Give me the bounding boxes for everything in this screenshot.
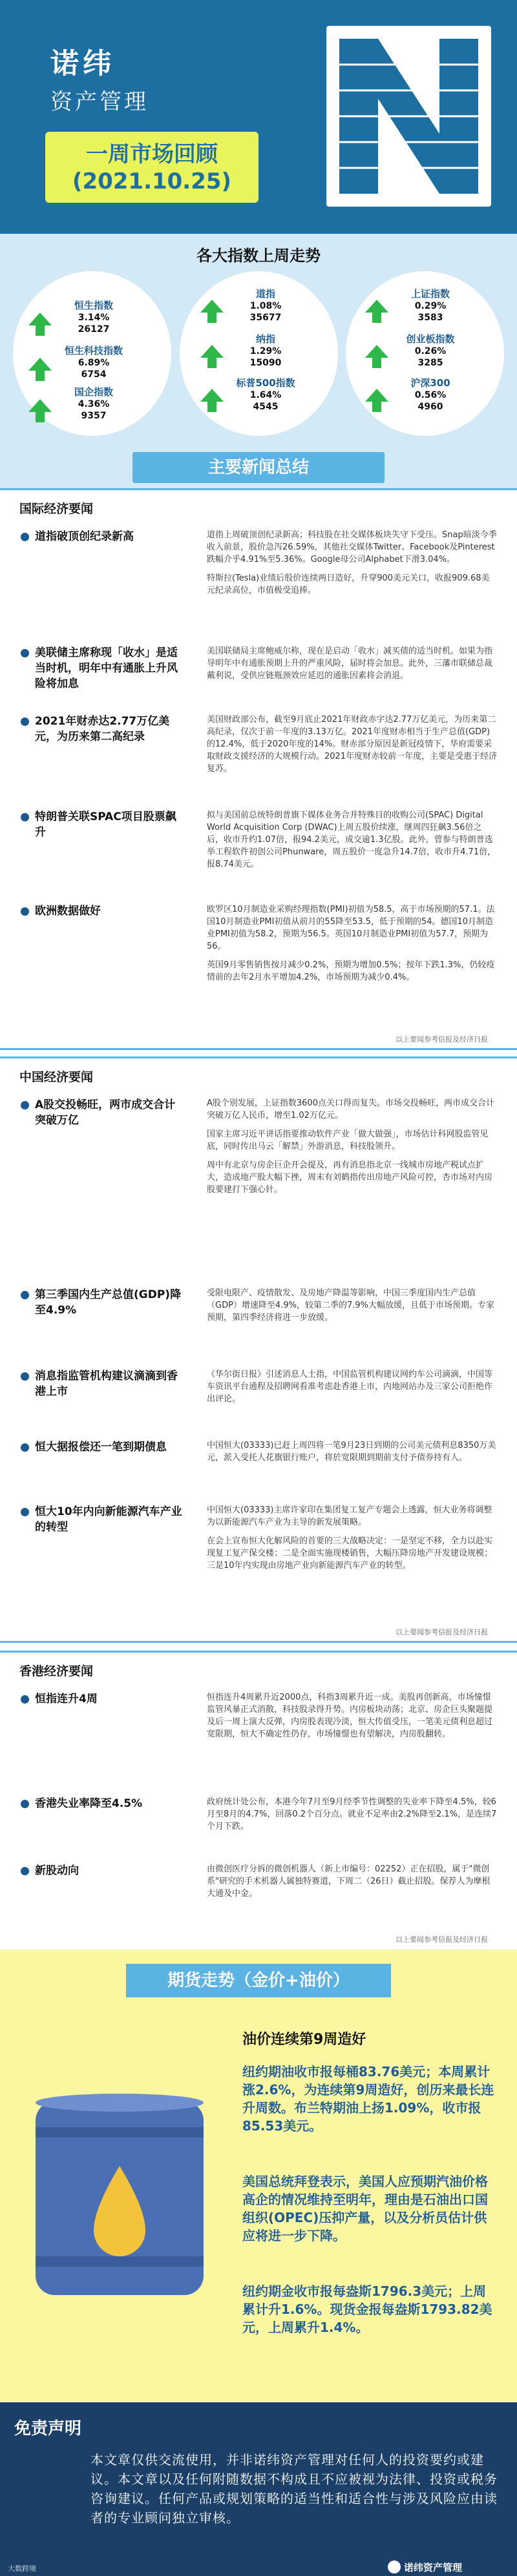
bullet-icon: [21, 533, 29, 541]
brand-subtitle: 资产管理: [50, 89, 149, 115]
news-banner: [0, 447, 517, 488]
oil-price-paragraph: 纽约期油收市报每桶83.76美元；本周累计涨2.6%，为连续第9周造好，创历来最长连升周数。布兰特期油上扬1.09%，收市报85.53美元。: [242, 2064, 494, 2134]
news-banner-label: 主要新闻总结: [132, 452, 385, 483]
index-item: 沪深300 0.56% 4960: [410, 377, 450, 412]
up-arrow-icon: [364, 298, 390, 324]
futures-section: [0, 1950, 517, 2402]
bullet-icon: [21, 1867, 29, 1875]
bullet-icon: [21, 907, 29, 916]
hongkong-news: 香港经济要闻 恒指连升4周 恒指连升4周累升近2000点，科指3周累升近一成。美股再创新高，市场憧憬监管风暴正式消散，科技股录得升势。内房板块动荡；北京、房企巨头聚题提及后一周上演大反弹，内房股表现冷淡，恒大传值受压，一笔美元债利息超过宽限期，恒大不确定性仍存，市场憧憬也有望解决，内房股翻转。 香港失业率降至4.5% 政府统计处公布，本港今年7月至9月经季节性调整的失业率下降至4.5%，较6月至8月的4.7%，回落0.2个百分点。就业不足率由2.2%降至2.1%，是连续7个月下跌。 新股动向 由微创医疗分拆的微创机器人（新上市编号：02252）正在招股，属于"微创系"研究的手术机器人属独特赛道，下周二（26日）截止招股。保荐人为摩根大通及中金。 以上要闻参考信报及经济日报: [0, 1651, 517, 1950]
oil-barrel-icon: [23, 2088, 216, 2302]
index-summary-title: 各大指数上周走势: [196, 247, 321, 265]
index-item: 道指 1.08% 35677: [249, 288, 282, 323]
china-news: 中国经济要闻 A股交投畅旺，两市成交合计突破万亿 A股个别发展，上证指数3600点关口得而复失。市场交投畅旺，两市成交合计突破万亿人民币，增至1.02万亿元。 国家主席习近平讲话指要推动软件产业「做大做强」，市场估计科网股监管见底，同时传出马云「解禁」外游消息，科技股领升。 周中有北京与房企巨企开会提及，再有消息指北京一线城市房地产税试点扩大，造成地产股大幅下挫，周末有刘鹤指传出房地产风险可控，杏市场对内房股要建打下强心针。 第三季国内生产总值(GDP)降至4.9% 受限电限产、疫情散发、及房地产降温等影响，中国三季度国内生产总值（GDP）增速降至4.9%，较第二季的7.9%大幅放缓，且低于市场预期。专家预期，第四季经济将进一步放缓。 消息指监管机构建议滴滴到香港上市 《华尔街日报》引述消息人士指，中国监管机构建议网约车公司滴滴，中国等车资讯平台通程及招聘网看准考虑赴香港上市，内地网站办及三家公司拒绝作出评论。 恒大据报偿还一笔到期债息 中国恒大(03333)已赶上周四将一笔9月23日到期的公司美元债利息8350万美元，派入受托人花旗银行账户，将於宽限期到期前支付予债券持有人。 恒大10年内向新能源汽车产业的转型 中国恒大(03333)主席许家印在集团复工复产专题会上透露，恒大业务将调整为以新能源汽车产业为主导的新发展策略。 在会上宣布恒大化解风险的首要的三大战略决定：一是坚定不移，全力以赴实现复工复产保交楼；二是全面实施现楼销售，大幅压降房地产开发建设规模；三是10年内实现由房地产业向新能源汽车产业的转型。 以上要闻参考信报及经济日报: [0, 1056, 517, 1643]
footer-brand: 诺纬资产管理: [404, 2562, 463, 2573]
bullet-icon: [21, 813, 29, 821]
bullet-icon: [21, 1291, 29, 1299]
up-arrow-icon: [199, 344, 225, 369]
brand-name: 诺纬: [50, 47, 115, 80]
index-item: 标普500指数 1.64% 4545: [236, 377, 295, 412]
disclaimer-section: [0, 2402, 517, 2576]
index-item: 纳指 1.29% 15090: [249, 333, 282, 368]
up-arrow-icon: [27, 398, 53, 424]
badge-date: (2021.10.25): [72, 169, 232, 194]
hk-index-circle: [13, 271, 171, 436]
index-item: 国企指数 4.36% 9357: [74, 386, 113, 421]
bullet-icon: [21, 649, 29, 657]
bullet-icon: [21, 1443, 29, 1452]
up-arrow-icon: [364, 387, 390, 413]
futures-banner: 期货走势（金价+油价）: [126, 1964, 391, 1997]
date-badge: [45, 132, 258, 203]
index-item: 创业板指数 0.26% 3285: [406, 333, 455, 368]
bullet-icon: [21, 1695, 29, 1704]
futures-title: 油价连续第9周造好: [242, 2032, 366, 2048]
index-item: 恒生科技指数 6.89% 6754: [64, 345, 123, 380]
cn-index-circle: [346, 271, 504, 436]
index-summary: [0, 234, 517, 447]
index-item: 恒生指数 3.14% 26127: [74, 300, 113, 335]
source-note: 以上要闻参考信报及经济日报: [396, 1935, 488, 1944]
badge-title: 一周市场回顾: [86, 141, 218, 167]
bullet-icon: [21, 717, 29, 726]
section-title: 中国经济要闻: [19, 1070, 94, 1084]
disclaimer-text: 本文章仅供交流使用，并非诺纬资产管理对任何人的投资要约或建议。本文章以及任何附随数据不构成且不应被视为法律、投资或税务咨询建议。任何产品或规划策略的适当性和适合性与涉及风险应由读者的专业顾问独立审核。: [90, 2452, 498, 2526]
watermark: 大数跨境: [8, 2564, 36, 2573]
bullet-icon: [21, 1800, 29, 1808]
section-title: 国际经济要闻: [19, 502, 94, 516]
up-arrow-icon: [364, 344, 390, 369]
index-item: 上证指数 0.29% 3583: [410, 288, 450, 323]
up-arrow-icon: [199, 387, 225, 413]
hero-header: [0, 0, 517, 234]
bullet-icon: [21, 1508, 29, 1516]
disclaimer-title: 免责声明: [14, 2419, 82, 2438]
bullet-icon: [21, 1372, 29, 1381]
section-title: 香港经济要闻: [19, 1664, 94, 1678]
source-note: 以上要闻参考信报及经济日报: [396, 1035, 488, 1044]
up-arrow-icon: [27, 311, 53, 337]
gold-price-paragraph: 纽约期金收市报每盎斯1796.3美元；上周累计升1.6%。现货金报每盎斯1793.82美元，上周累升1.4%。: [242, 2283, 492, 2335]
source-note: 以上要闻参考信报及经济日报: [396, 1628, 488, 1636]
bullet-icon: [21, 1101, 29, 1109]
oil-outlook-paragraph: 美国总统拜登表示，美国人应预期汽油价格高企的情况维持至明年，理由是石油出口国组织(OPEC)压抑产量，以及分析员估计供应将进一步下降。: [242, 2174, 488, 2243]
brand-logo: [326, 26, 491, 207]
us-index-circle: [180, 271, 338, 436]
brand-logo-icon: [388, 2561, 401, 2573]
international-news: 国际经济要闻 道指破顶创纪录新高 道指上周破顶创纪录新高；科技股在社交媒体板块失守下受压。Snap暗淡今季收入前景，股价急泻26.59%，其他社交媒体Twitter、Facebook及Pinterest跌幅介乎4.91%至5.36%。Google母公司Alphabet下滑3.04%。 特斯拉(Tesla)业绩后股价连续两日造好，升穿900美元关口，收报909.68美元纪录高位，市值极受追捧。 美联储主席称现「收水」是适当时机，明年中有通胀上升风险将加息 美国联储局主席鲍威尔称，现在是启动「收水」减买债的适当时机。如果为指导明年中有通胀预期上升的严重风险，届时将会加息。此外，三藩市联储总裁戴利说，受供应链瓶颈效应延迟的通胀因素将会消退。 2021年财赤达2.77万亿美元，为历来第二高纪录 美国财政部公布，截至9月底止2021年财政赤字达2.77万亿美元，为历来第二高纪录，仅次于前一年度的3.13万亿。2021年度财赤相当于生产总值(GDP)的12.4%，低于2020年度的14%。财赤部分原因是新冠疫情下，华府需要采取财政支援经济的大规模行动。2021年度财赤较前一年度，主要是受惠于经济复苏。 特朗普关联SPAC项目股票飙升 拟与美国前总统特朗普旗下媒体业务合并特殊目的收购公司(SPAC) Digital World Acquisition Corp (DWAC)上周五股价续涨，继周四狂飙3.56倍之后，收市升约1.07倍，报94.2美元，成交逾1.3亿股。此外，曾参与特朗普选举工程软件初创公司Phunware，周五股价一度急升14.7倍，收市升4.71倍，报8.74美元。 欧洲数据做好 欧罗区10月制造业采购经理指数(PMI)初值为58.5，高于市场预期的57.1。法国10月制造业PMI初值从前月的55降至53.5，低于预期的54。德国10月制造业PMI初值为58.2，预期为56.5。英国10月制造业PMI初值为57.7，预期为56。 英国9月零售销售按月减少0.2%，预期为增加0.5%；按年下跌1.3%，仍较疫情前的去年2月水平增加4.2%，市场预期为减少0.4%。 以上要闻参考信报及经济日报: [0, 488, 517, 1050]
up-arrow-icon: [199, 298, 225, 324]
up-arrow-icon: [27, 356, 53, 382]
n-logo-icon: [326, 26, 491, 207]
